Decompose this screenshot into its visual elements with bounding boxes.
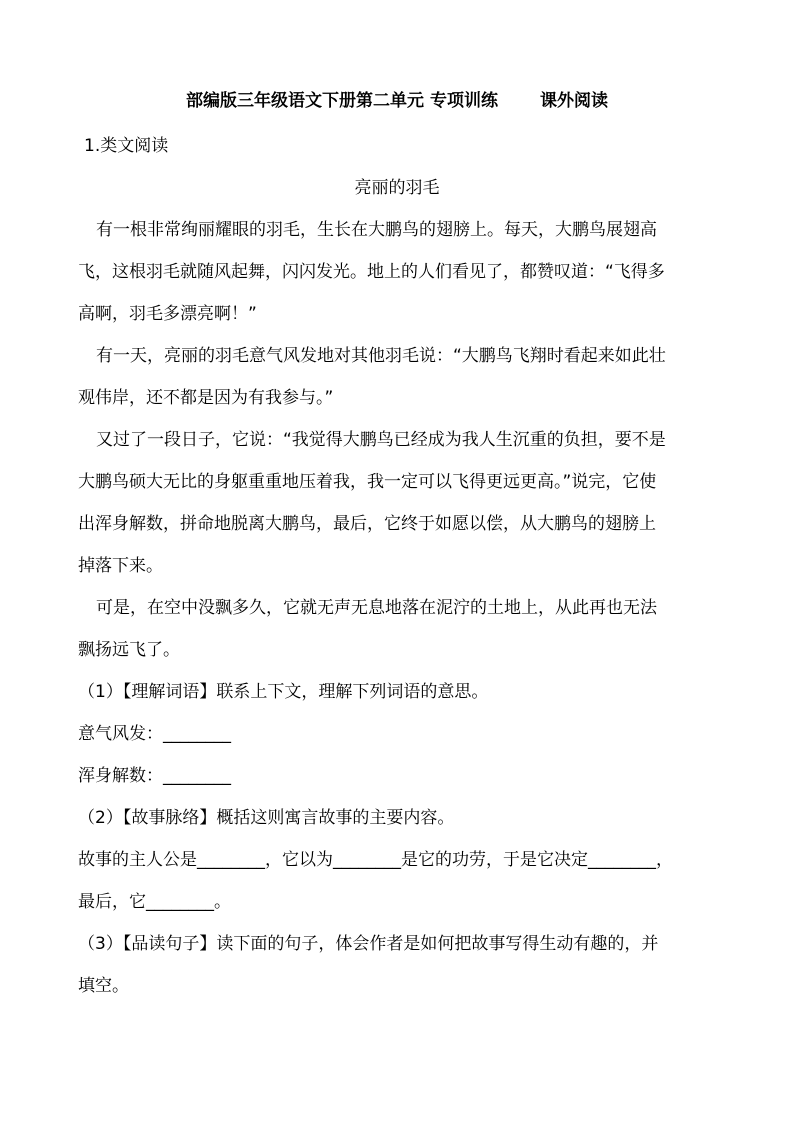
article-line: 观伟岸，还不都是因为有我参与。” [78,388,334,408]
article-line: 出浑身解数，拼命地脱离大鹏鸟，最后，它终于如愿以偿，从大鹏鸟的翅膀上 [78,514,656,534]
question-2: （2）【故事脉络】概括这则寓言故事的主要内容。 [78,808,455,828]
article-line: 可是，在空中没飘多久，它就无声无息地落在泥泞的土地上，从此再也无法 [96,598,657,618]
answer-line-yiqifengfa: 意气风发：________ [78,724,231,744]
article-line: 飞，这根羽毛就随风起舞，闪闪发光。地上的人们看见了，都赞叹道：“飞得多 [78,262,665,282]
fill-in-line: 最后，它________。 [78,892,231,912]
title-sub: 课外阅读 [539,91,608,111]
article-line: 大鹏鸟硕大无比的身躯重重地压着我，我一定可以飞得更远更高。”说完，它使 [78,472,657,492]
article-line: 又过了一段日子，它说：“我觉得大鹏鸟已经成为我人生沉重的负担，要不是 [96,430,666,450]
document-title [0,86,794,111]
article-line: 有一根非常绚丽耀眼的羽毛，生长在大鹏鸟的翅膀上。每天，大鹏鸟展翅高 [96,220,657,240]
question-3: （3）【品读句子】读下面的句子，体会作者是如何把故事写得生动有趣的，并 [78,934,659,954]
article-line: 掉落下来。 [78,556,163,576]
section-label: 1.类文阅读 [84,136,169,156]
article-line: 飘扬远飞了。 [78,640,180,660]
question-3-continued: 填空。 [78,976,129,996]
question-1: （1）【理解词语】联系上下文，理解下列词语的意思。 [78,682,489,702]
article-title: 亮丽的羽毛 [354,178,440,198]
fill-in-line: 故事的主人公是________，它以为________是它的功劳，于是它决定________， [78,850,673,870]
article-line: 有一天，亮丽的羽毛意气风发地对其他羽毛说：“大鹏鸟飞翔时看起来如此壮 [96,346,666,366]
title-main: 部编版三年级语文下册第二单元 专项训练 [186,91,498,111]
article-line: 高啊，羽毛多漂亮啊！” [78,304,257,324]
answer-line-hunshenjieshu: 浑身解数：________ [78,766,231,786]
